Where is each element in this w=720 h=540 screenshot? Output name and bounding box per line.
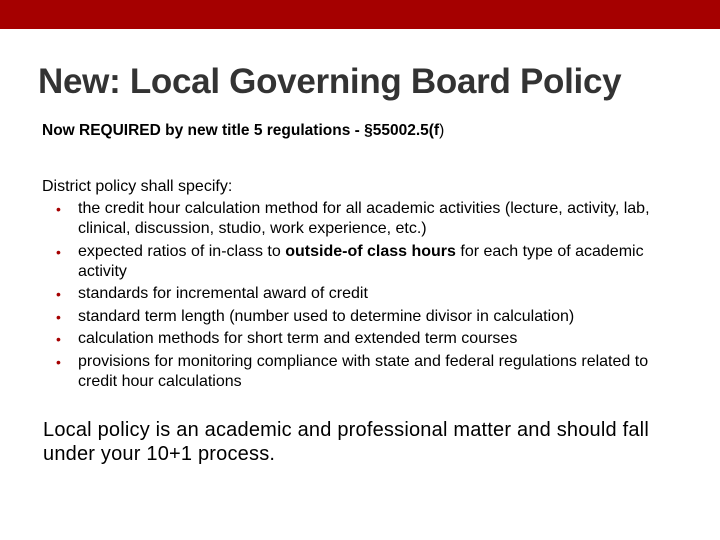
list-item-text-after: for each type of academic activity	[78, 242, 644, 280]
regulation-subtitle	[42, 122, 444, 140]
policy-intro: District policy shall specify:	[42, 178, 233, 195]
list-item-text: calculation methods for short term and extended term courses	[78, 330, 518, 348]
list-item-text-before: expected ratios of in-class to	[78, 242, 286, 260]
list-item-text: the credit hour calculation method for all academic activities (lecture, activity, lab, clinical, discussion, studio, work experience, etc.)	[78, 200, 650, 237]
list-item	[56, 284, 676, 304]
policy-requirements-list	[56, 199, 676, 395]
list-item-emphasis: outside-of class hours	[285, 242, 456, 260]
bullet-icon: •	[56, 331, 61, 348]
subtitle-plain-text: )	[439, 122, 445, 139]
list-item	[56, 352, 676, 392]
list-item-text: provisions for monitoring compliance with state and federal regulations related to credit hour calculations	[78, 352, 649, 390]
subtitle-bold-text: Now REQUIRED by new title 5 regulations - §55002.5(f	[42, 122, 440, 139]
list-item	[56, 199, 676, 239]
list-item	[56, 329, 676, 349]
top-accent-bar	[0, 0, 720, 29]
bullet-icon: •	[56, 243, 61, 260]
bullet-icon: •	[56, 201, 61, 217]
bullet-icon: •	[56, 353, 61, 370]
list-item	[56, 242, 676, 282]
bullet-icon: •	[56, 308, 61, 325]
list-item	[56, 307, 676, 327]
slide-title: New: Local Governing Board Policy	[38, 62, 622, 101]
list-item-text: standards for incremental award of credit	[78, 285, 368, 303]
closing-statement: Local policy is an academic and professional matter and should fall under your 10+1 process.	[43, 419, 649, 465]
bullet-icon: •	[56, 286, 61, 303]
list-item-text: standard term length (number used to determine divisor in calculation)	[78, 307, 575, 325]
